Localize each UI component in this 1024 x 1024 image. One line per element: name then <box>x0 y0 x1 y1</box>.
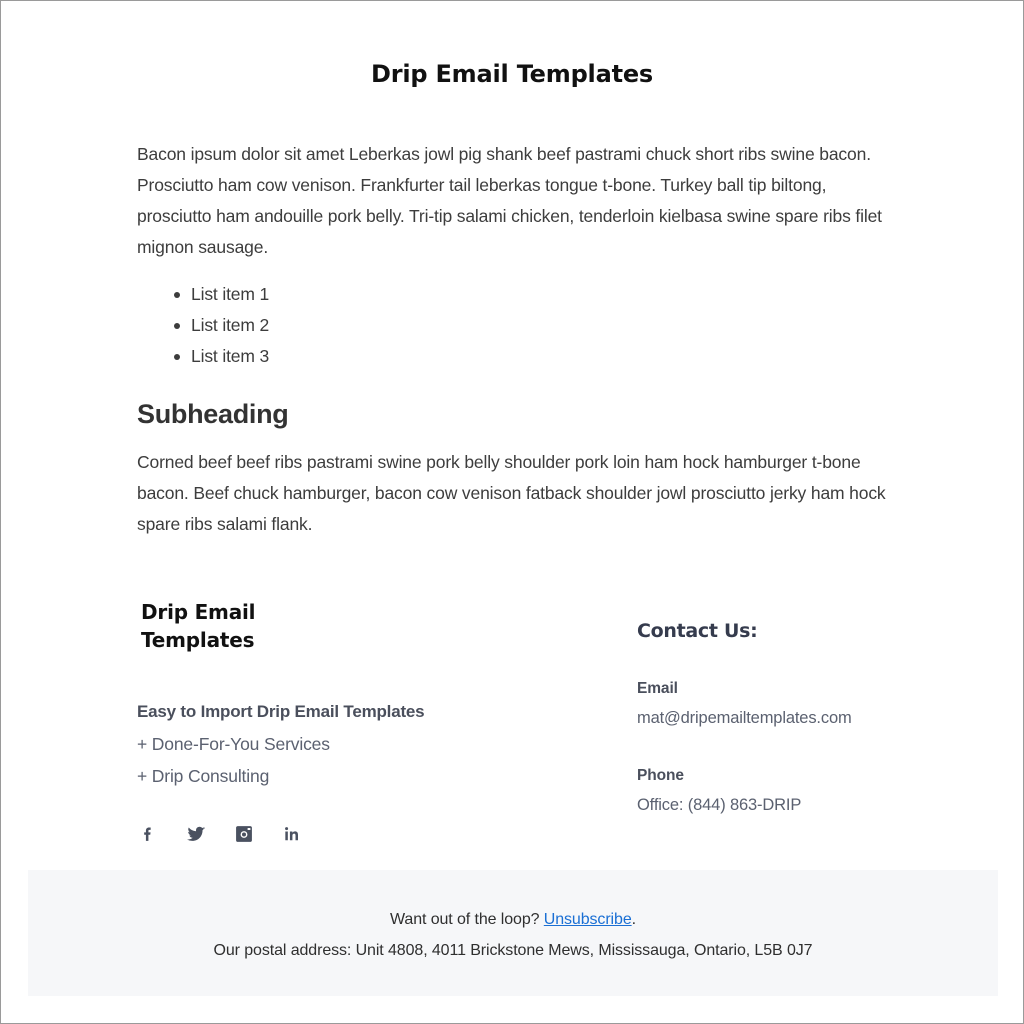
social-links <box>137 789 637 845</box>
tagline-heading: Easy to Import Drip Email Templates <box>137 702 425 722</box>
twitter-icon <box>185 823 207 845</box>
unsubscribe-prefix: Want out of the loop? <box>390 911 544 928</box>
instagram-link[interactable] <box>233 823 255 845</box>
subheading: Subheading <box>137 399 289 429</box>
footer-columns <box>137 540 887 845</box>
footer-contact-column <box>637 598 887 845</box>
contact-heading: Contact Us: <box>637 620 758 643</box>
intro-paragraph: Bacon ipsum dolor sit amet Leberkas jowl pig shank beef pastrami chuck short ribs swine bacon. Prosciutto ham cow venison. Frankfurter tail leberkas tongue t-bone. Turkey ball tip biltong, prosciutto ham andouille pork belly. Tri-tip salami chicken, tenderloin kielbasa swine spare ribs filet mignon sausage. <box>137 144 882 257</box>
postal-address: Our postal address: Unit 4808, 4011 Brickstone Mews, Mississauga, Ontario, L5B 0J7 <box>213 942 813 959</box>
unsubscribe-prompt <box>28 870 998 932</box>
contact-email-group <box>637 643 887 730</box>
unsubscribe-suffix: . <box>631 911 636 928</box>
contact-phone-group <box>637 730 887 817</box>
unsubscribe-link[interactable]: Unsubscribe <box>543 911 632 928</box>
brand-logo: Drip Email Templates <box>141 600 256 653</box>
unsubscribe-bar <box>28 870 998 996</box>
instagram-icon <box>234 824 254 844</box>
twitter-link[interactable] <box>185 823 207 845</box>
body-paragraph: Corned beef beef ribs pastrami swine pork belly shoulder pork loin ham hock hamburger t-bone bacon. Beef chuck hamburger, bacon cow venison fatback shoulder jowl prosciutto jerky ham hock spare ribs salami flank. <box>137 452 886 535</box>
email-label: Email <box>637 680 678 698</box>
tagline-service-line: + Done-For-You Services <box>137 734 330 755</box>
list-item: List item 3 <box>191 341 887 372</box>
bullet-list <box>137 279 887 372</box>
tagline-consulting-line: + Drip Consulting <box>137 766 270 787</box>
list-item: List item 2 <box>191 310 887 341</box>
facebook-icon <box>138 824 158 844</box>
linkedin-icon <box>282 824 302 844</box>
email-content <box>1 1 1023 845</box>
linkedin-link[interactable] <box>281 823 303 845</box>
page-title: Drip Email Templates <box>370 60 654 88</box>
facebook-link[interactable] <box>137 823 159 845</box>
list-item: List item 1 <box>191 279 887 310</box>
phone-label: Phone <box>637 767 684 785</box>
email-value[interactable]: mat@dripemailtemplates.com <box>637 709 852 728</box>
phone-value[interactable]: Office: (844) 863-DRIP <box>637 796 802 815</box>
footer-brand-column <box>137 598 637 845</box>
